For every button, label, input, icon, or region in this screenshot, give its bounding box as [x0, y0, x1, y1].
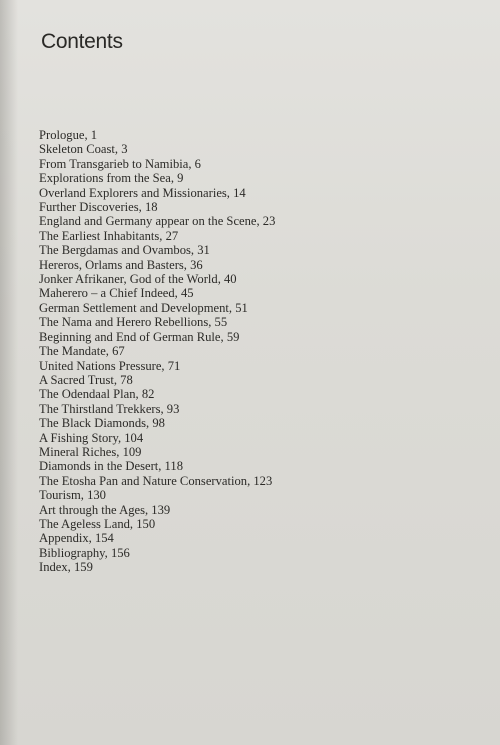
contents-entry: The Bergdamas and Ovambos, 31	[39, 243, 210, 258]
contents-entry: The Etosha Pan and Nature Conservation, 123	[39, 473, 273, 488]
contents-entry: Overland Explorers and Missionaries, 14	[39, 185, 246, 200]
contents-entry: A Sacred Trust, 78	[39, 372, 133, 387]
contents-entry: Maherero – a Chief Indeed, 45	[39, 286, 194, 301]
contents-entry: The Black Diamonds, 98	[39, 416, 165, 431]
contents-entry: The Odendaal Plan, 82	[39, 387, 155, 402]
contents-entry: Skeleton Coast, 3	[39, 142, 128, 157]
contents-list	[39, 128, 275, 575]
contents-entry: Index, 159	[39, 560, 93, 575]
contents-entry: Jonker Afrikaner, God of the World, 40	[39, 272, 237, 287]
contents-entry: Explorations from the Sea, 9	[39, 171, 184, 186]
contents-entry: Further Discoveries, 18	[39, 200, 158, 215]
contents-entry: Tourism, 130	[39, 488, 106, 503]
page-title: Contents	[41, 30, 123, 53]
contents-entry: The Nama and Herero Rebellions, 55	[39, 315, 228, 330]
contents-entry: Diamonds in the Desert, 118	[39, 459, 183, 474]
contents-entry: United Nations Pressure, 71	[39, 358, 181, 373]
contents-entry: Hereros, Orlams and Basters, 36	[39, 257, 203, 272]
contents-entry: Bibliography, 156	[39, 545, 130, 560]
contents-entry: German Settlement and Development, 51	[39, 300, 248, 315]
contents-entry: The Ageless Land, 150	[39, 516, 156, 531]
contents-entry: Prologue, 1	[39, 128, 98, 142]
contents-entry: From Transgarieb to Namibia, 6	[39, 156, 201, 171]
contents-entry: Mineral Riches, 109	[39, 444, 142, 459]
contents-entry: A Fishing Story, 104	[39, 430, 144, 445]
contents-entry: England and Germany appear on the Scene, 23	[39, 214, 276, 229]
contents-entry: Art through the Ages, 139	[39, 502, 171, 517]
contents-entry: Beginning and End of German Rule, 59	[39, 329, 240, 344]
contents-entry: The Thirstland Trekkers, 93	[39, 401, 180, 416]
contents-entry: The Earliest Inhabitants, 27	[39, 228, 179, 243]
contents-entry: Appendix, 154	[39, 531, 114, 546]
contents-entry: The Mandate, 67	[39, 344, 125, 359]
